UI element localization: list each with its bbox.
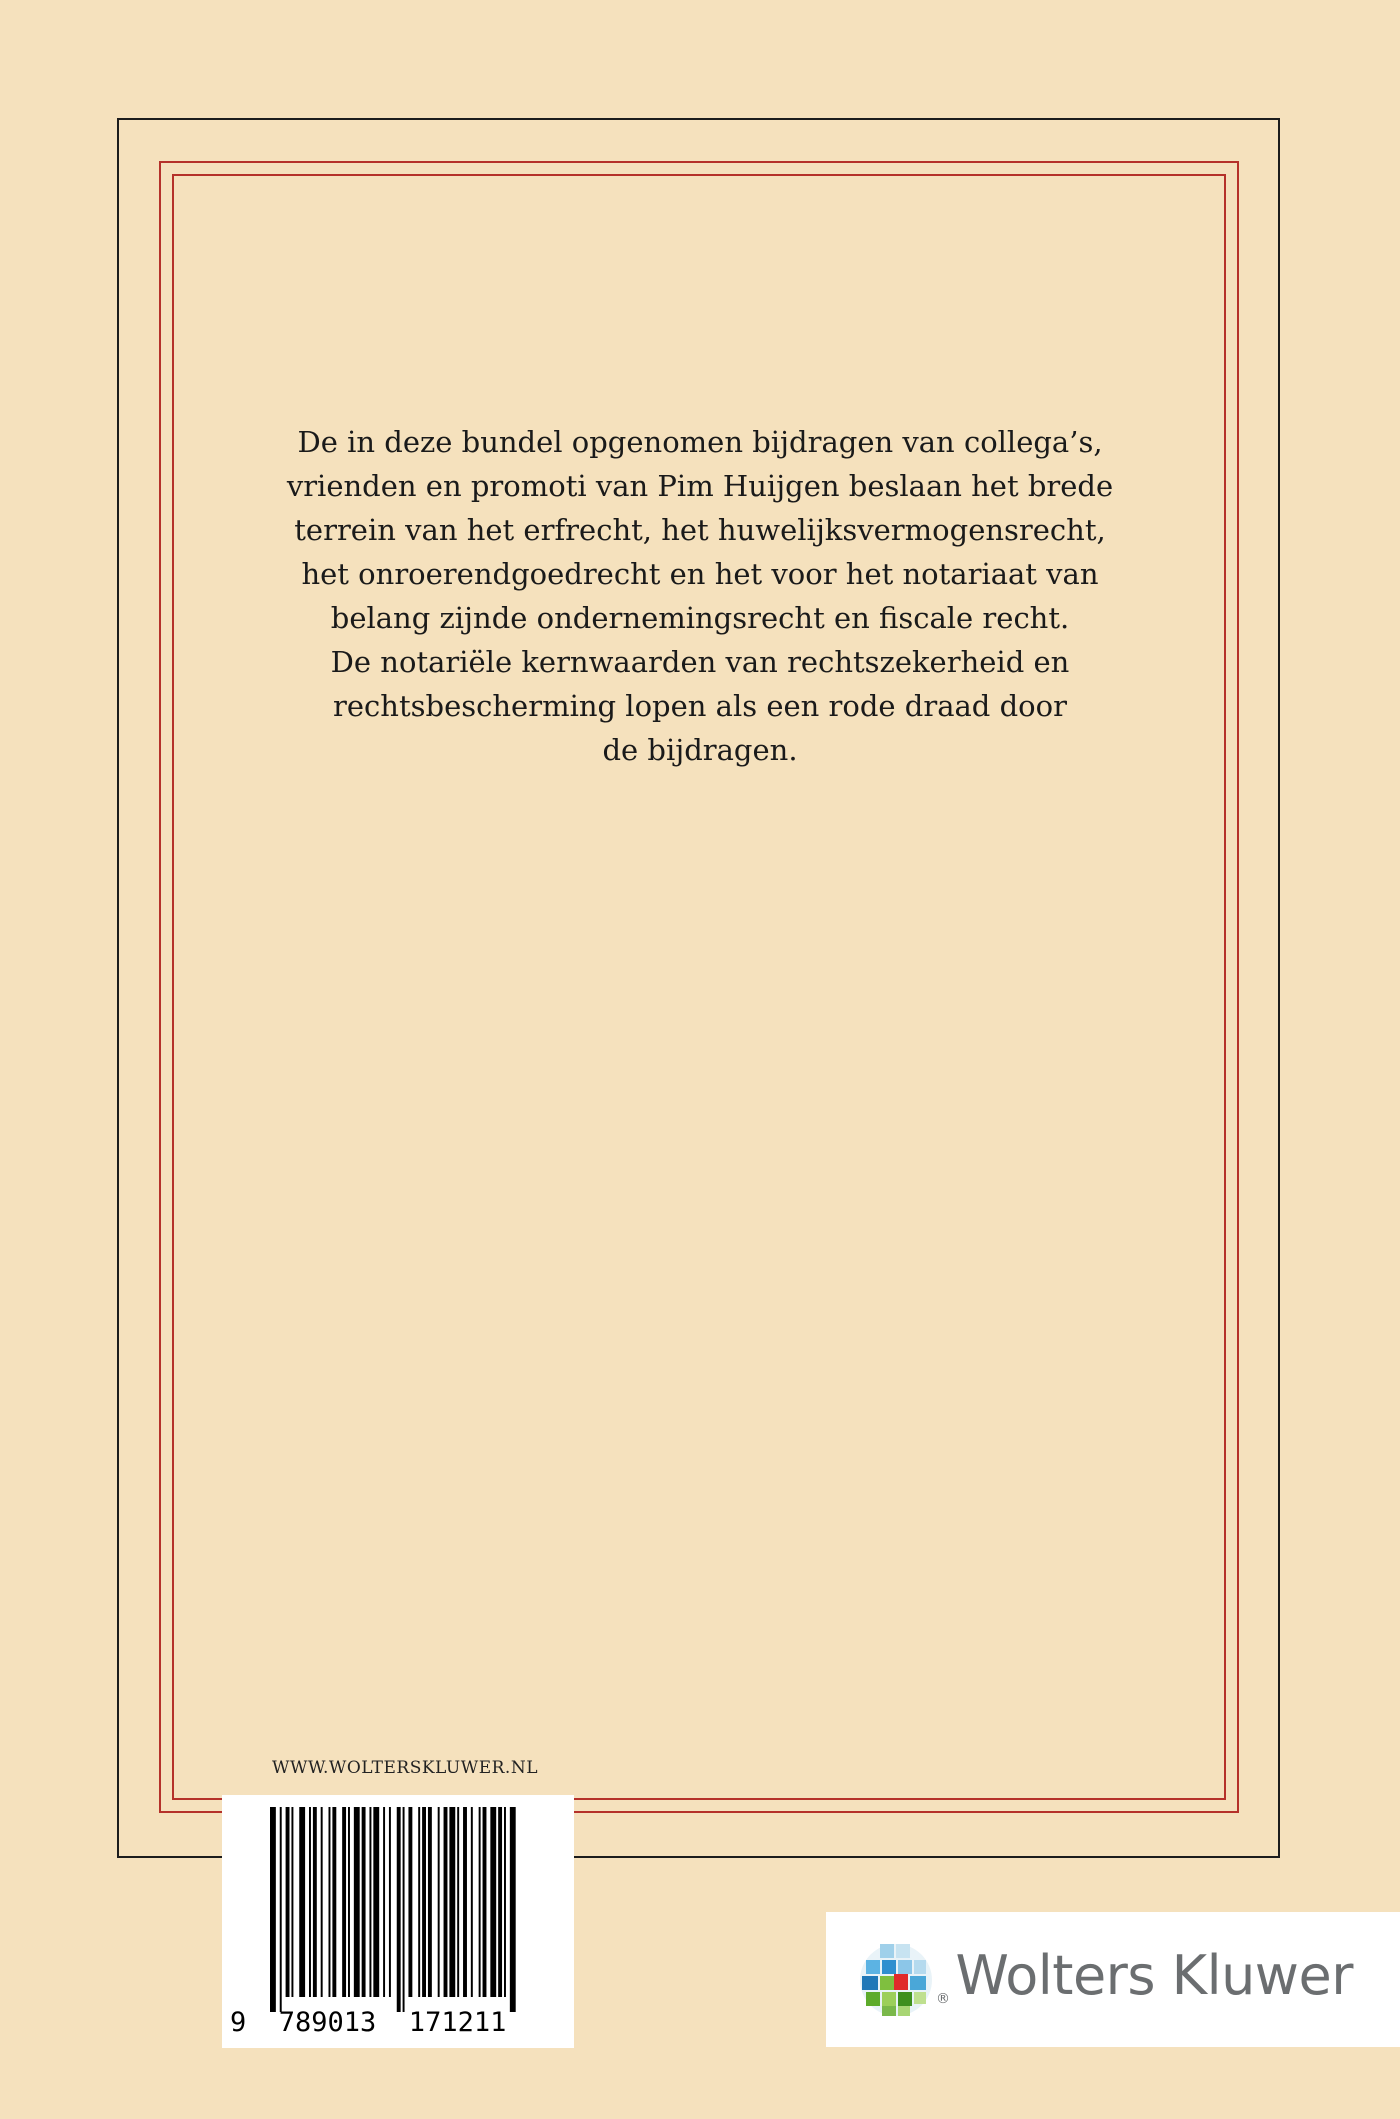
barcode-bar xyxy=(428,1807,432,1997)
blurb-line: De in deze bundel opgenomen bijdragen van collega’s, xyxy=(297,425,1103,459)
barcode-bar xyxy=(483,1807,487,1997)
barcode-bar xyxy=(397,1807,401,2012)
barcode-bar xyxy=(504,1807,506,1997)
barcode-bar xyxy=(342,1807,346,1997)
website-url: WWW.WOLTERSKLUWER.NL xyxy=(272,1758,538,1778)
publisher-registered-mark: ® xyxy=(936,1991,950,2007)
barcode-bar xyxy=(373,1807,379,1997)
wolters-kluwer-logo-icon xyxy=(856,1940,936,2020)
blurb-line: belang zijnde ondernemingsrecht en fiscale recht. xyxy=(330,601,1070,635)
barcode-digits: 9 789013 171211 xyxy=(230,2007,507,2038)
barcode-bar xyxy=(422,1807,426,1997)
barcode-bar xyxy=(329,1807,331,1997)
barcode-bar xyxy=(498,1807,502,1997)
barcode-bar xyxy=(444,1807,448,1997)
barcode-bar xyxy=(490,1807,496,1997)
barcode-bar xyxy=(362,1807,366,1997)
barcode-bar xyxy=(471,1807,473,1997)
barcode-bar xyxy=(463,1807,467,1997)
barcode-bar xyxy=(280,1807,282,2012)
barcode-bar xyxy=(313,1807,317,1997)
barcode-bar xyxy=(286,1807,290,1997)
barcode-bar xyxy=(438,1807,440,1997)
blurb-line: de bijdragen. xyxy=(602,733,798,767)
barcode-bar xyxy=(457,1807,459,1997)
barcode-bar xyxy=(383,1807,385,1997)
barcode-bar xyxy=(270,1807,276,2012)
barcode-bar xyxy=(291,1807,293,1997)
barcode-bar xyxy=(321,1807,323,1997)
barcode-bar xyxy=(479,1807,481,1997)
barcode-bar xyxy=(348,1807,350,1997)
barcode-bar xyxy=(309,1807,311,1997)
blurb-line: De notariële kernwaarden van rechtszekerheid en xyxy=(330,645,1070,679)
publisher-name xyxy=(936,1944,1353,2007)
barcode-bar xyxy=(389,1807,391,1997)
barcode-bar xyxy=(354,1807,360,1997)
blurb-line: vrienden en promoti van Pim Huijgen beslaan het brede xyxy=(286,469,1114,503)
barcode-bar xyxy=(418,1807,420,1997)
blurb-line: het onroerendgoedrecht en het voor het notariaat van xyxy=(301,557,1099,591)
barcode-bar xyxy=(408,1807,412,1997)
publisher-logo-box xyxy=(826,1912,1400,2047)
barcode-bars xyxy=(270,1807,550,2012)
isbn-barcode xyxy=(222,1795,574,2048)
barcode-bar xyxy=(332,1807,336,1997)
blurb-line: terrein van het erfrecht, het huwelijksvermogensrecht, xyxy=(294,513,1106,547)
barcode-bar xyxy=(299,1807,305,1997)
blurb-line: rechtsbescherming lopen als een rode draad door xyxy=(333,689,1067,723)
barcode-bar xyxy=(403,1807,405,2012)
barcode-bar xyxy=(449,1807,455,1997)
red-frame-inner xyxy=(172,174,1226,1800)
back-cover-blurb xyxy=(240,420,1160,772)
barcode-bar xyxy=(369,1807,371,1997)
barcode-bar xyxy=(510,1807,516,2012)
publisher-name-text: Wolters Kluwer xyxy=(955,1944,1353,2007)
